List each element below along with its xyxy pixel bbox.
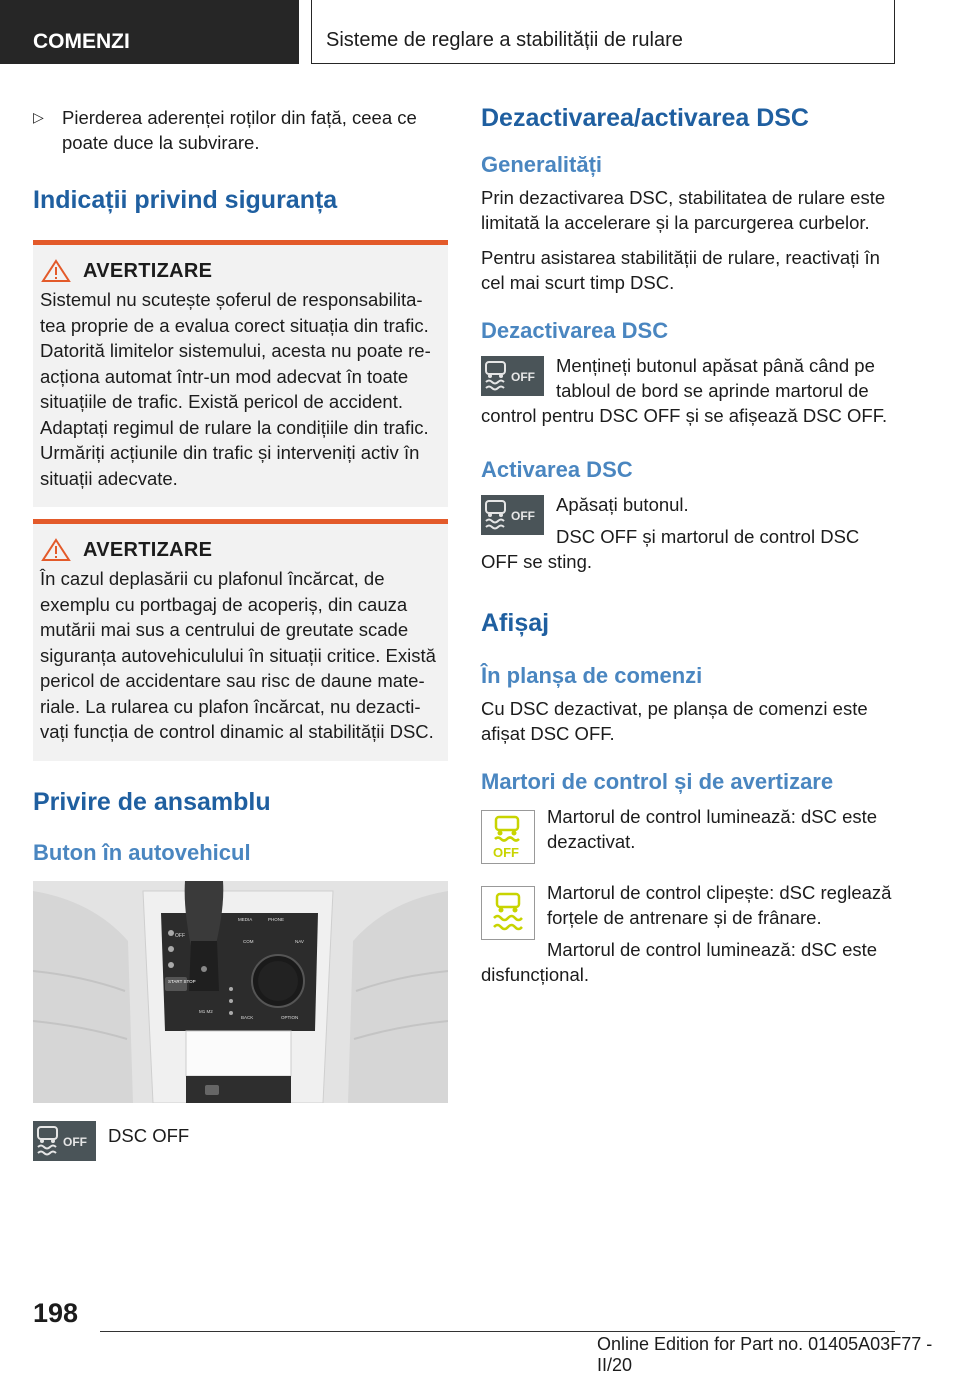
panel-heading: În planșa de comenzi <box>481 663 703 688</box>
svg-text:OFF: OFF <box>493 845 519 860</box>
page-number: 198 <box>33 1298 79 1328</box>
footer-divider <box>100 1331 895 1332</box>
center-console-photo <box>33 881 448 1103</box>
svg-text:OFF: OFF <box>63 1134 87 1149</box>
button-caption: DSC OFF <box>108 1124 190 1146</box>
safety-heading: Indicații privind siguranța <box>33 186 338 214</box>
svg-text:BACK: BACK <box>241 1014 254 1020</box>
activate-heading: Activarea DSC <box>481 457 633 482</box>
activate-step-2: DSC OFF și martorul de control DSC OFF se sting. <box>481 526 860 572</box>
lamp-3-text: Martorul de control luminează: dSC este disfuncțional. <box>481 939 878 985</box>
svg-text:PHONE: PHONE <box>268 916 285 922</box>
dsc-off-button-icon <box>481 356 544 396</box>
right-column <box>481 100 893 987</box>
deactivate-heading: Dezactivarea DSC <box>481 318 669 343</box>
triangle-bullet-icon: ▷ <box>33 109 44 125</box>
lamp-1-text: Martorul de control luminează: dSC este dezactivat. <box>547 806 878 852</box>
svg-text:OFF: OFF <box>511 370 535 384</box>
panel-text: Cu DSC dezactivat, pe planșa de comenzi este afișat DSC OFF. <box>481 698 868 744</box>
chapter-title: Sisteme de reglare a stabilității de rulare <box>311 0 895 64</box>
warning-text: În cazul deplasării cu plafonul încărcat, de exemplu cu portbagaj de acoperiș, din cauza mutării mai sus a centrului de greutate scade siguranța autovehiculului în situații critice. Există pericol de accidentare sau risc de daune materiale. La rularea cu plafon încărcat, nu dezactivați funcția de control dinamic al stabilității DSC. <box>40 568 436 742</box>
dsc-lamp-icon <box>481 886 535 940</box>
warning-triangle-icon <box>41 538 71 562</box>
warning-box-1 <box>33 240 448 507</box>
svg-text:NAV: NAV <box>295 938 304 944</box>
dsc-off-lamp-icon <box>481 810 535 864</box>
bullet-item: ▷ Pierderea aderenței roților din față, ceea ce poate duce la subvirare. <box>33 107 417 153</box>
button-heading: Buton în autovehicul <box>33 839 251 865</box>
warning-label: AVERTIZARE <box>83 538 213 561</box>
warning-text: Sistemul nu scutește șoferul de responsabilitatea proprie de a evalua corect situația din trafic. Datorită limitelor sistemului, acesta nu poate reacționa automat într-un mod adecvat în toate situațiile de trafic. Există pericol de accident. Adaptați regimul de rulare la condițiile din trafic. Urmăriți acțiunile din trafic și interveniți activ în situații adecvate. <box>40 289 431 489</box>
svg-text:START STOP: START STOP <box>168 978 196 984</box>
svg-text:OPTION: OPTION <box>281 1014 299 1020</box>
general-paragraph-2: Pentru asistarea stabilității de rulare, reactivați în cel mai scurt timp DSC. <box>481 247 880 293</box>
dsc-off-button-icon <box>481 495 544 535</box>
svg-text:M1 M2: M1 M2 <box>199 1008 213 1014</box>
svg-text:MEDIA: MEDIA <box>238 916 253 922</box>
deactivate-text: Mențineți butonul apăsat până când pe tabloul de bord se aprinde martorul de control pentru DSC OFF și se afișează DSC OFF. <box>481 355 888 426</box>
dsc-off-button-icon <box>33 1121 96 1161</box>
warning-triangle-icon <box>41 259 71 283</box>
overview-heading: Privire de ansamblu <box>33 787 271 816</box>
section-tab: COMENZI <box>0 0 299 64</box>
svg-text:OFF: OFF <box>511 509 535 523</box>
warning-label: AVERTIZARE <box>83 259 213 282</box>
svg-text:OFF: OFF <box>175 932 185 939</box>
lamp-2-text: Martorul de control clipește: dSC reglează forțele de antrenare și de frânare. <box>547 882 892 928</box>
activate-step-1: Apăsați butonul. <box>556 494 689 515</box>
dsc-title: Dezactivarea/activarea DSC <box>481 104 809 132</box>
lamps-heading: Martori de control și de avertizare <box>481 769 834 794</box>
display-heading: Afișaj <box>481 609 550 637</box>
svg-text:COM: COM <box>243 938 254 944</box>
general-heading: Generalități <box>481 152 603 177</box>
edition-text: Online Edition for Part no. 01405A03F77 - II/20 <box>597 1334 933 1375</box>
warning-box-2 <box>33 519 448 761</box>
general-paragraph-1: Prin dezactivarea DSC, stabilitatea de rulare este limitată la accelerare și la parcurgerea curbelor. <box>481 187 886 233</box>
left-column <box>33 100 448 1165</box>
